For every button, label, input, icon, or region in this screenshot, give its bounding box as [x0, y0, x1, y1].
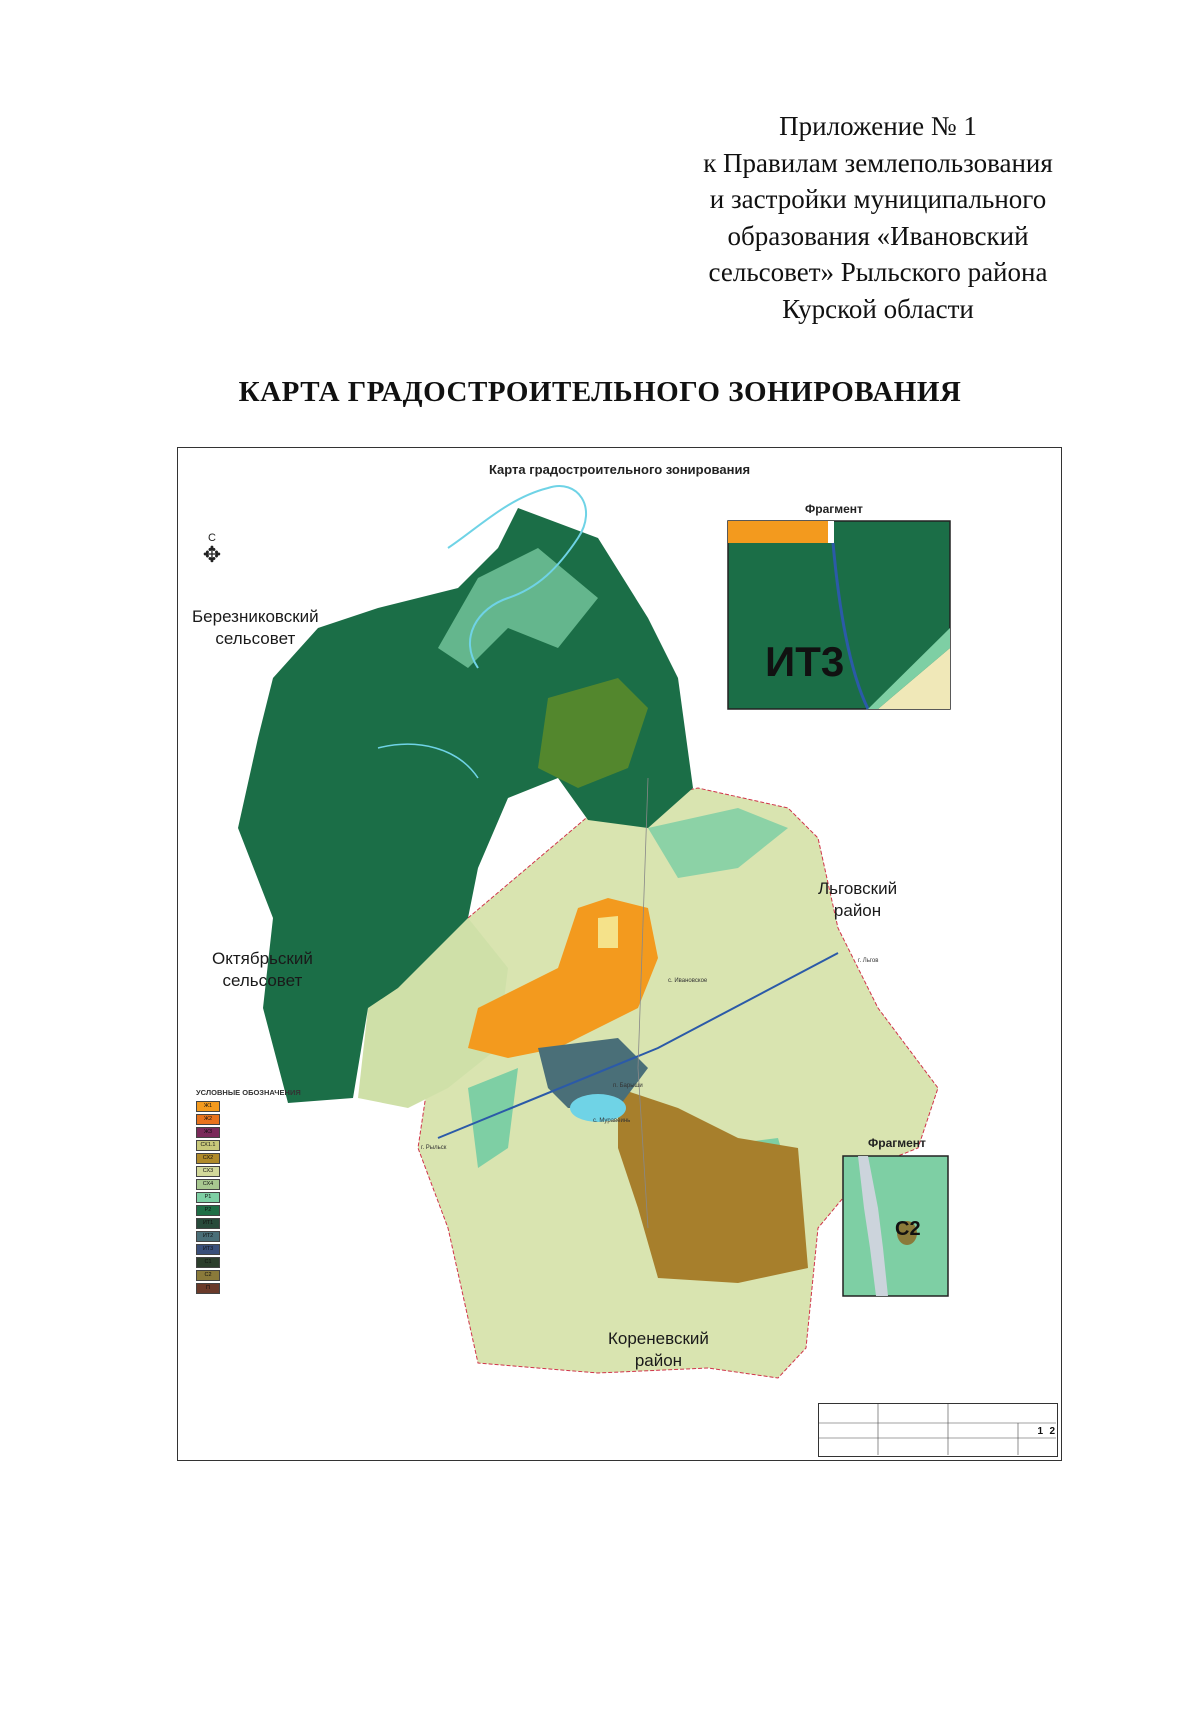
neighbor-name: Октябрьский	[212, 949, 313, 968]
sheet-number: 1	[1037, 1426, 1043, 1437]
legend-swatch: СХ3	[196, 1166, 220, 1177]
legend-swatch: С2	[196, 1270, 220, 1281]
legend-swatch: ИТ1	[196, 1218, 220, 1229]
compass-rose	[197, 532, 227, 566]
legend-row	[196, 1217, 336, 1230]
north-label: С	[208, 532, 216, 544]
legend-swatch: П	[196, 1283, 220, 1294]
neighbor-type: район	[833, 901, 882, 920]
legend-swatch: ИТ2	[196, 1231, 220, 1242]
legend-swatch: Ж1	[196, 1101, 220, 1112]
settlement-label: с. Ивановское	[668, 978, 708, 984]
fragment-2-label: Фрагмент	[868, 1136, 926, 1150]
legend-row	[196, 1139, 336, 1152]
sheet-count: 2	[1049, 1426, 1055, 1437]
legend-row	[196, 1256, 336, 1269]
appendix-line: Курской области	[782, 293, 974, 324]
settlement-label: п. Барыши	[613, 1083, 643, 1089]
legend-swatch: Ж3	[196, 1127, 220, 1138]
appendix-header	[678, 108, 1078, 327]
fragment-1-label: Фрагмент	[805, 502, 863, 516]
legend-row	[196, 1100, 336, 1113]
appendix-line: и застройки муниципального	[709, 184, 1047, 214]
neighbor-bereznikovsky	[192, 606, 319, 650]
zoning-map	[177, 447, 1062, 1461]
neighbor-name: Березниковский	[192, 607, 319, 626]
legend-swatch: ИТ3	[196, 1244, 220, 1255]
legend-row	[196, 1230, 336, 1243]
neighbor-lgovsky	[818, 878, 897, 922]
map-title: Карта градостроительного зонирования	[488, 462, 751, 477]
neighbor-type: район	[634, 1351, 683, 1370]
appendix-line: к Правилам землепользования	[703, 147, 1053, 178]
legend-row	[196, 1113, 336, 1126]
legend-swatch: Р2	[196, 1205, 220, 1216]
appendix-line: сельсовет» Рыльского района	[708, 257, 1048, 287]
neighbor-korenevsky	[608, 1328, 709, 1372]
legend-swatch: СХ2	[196, 1153, 220, 1164]
legend-row	[196, 1282, 336, 1295]
map-legend	[196, 1088, 336, 1295]
settlement-label: г. Льгов	[858, 958, 879, 964]
settlement-label: г. Рыльск	[421, 1145, 447, 1151]
legend-swatch: Р1	[196, 1192, 220, 1203]
legend-swatch: СХ4	[196, 1179, 220, 1190]
fragment-1-zone-code: ИТ3	[765, 638, 845, 685]
legend-swatch: СХ1.1	[196, 1140, 220, 1151]
title-block	[818, 1403, 1058, 1457]
legend-zones	[196, 1100, 336, 1295]
legend-row	[196, 1243, 336, 1256]
legend-row	[196, 1126, 336, 1139]
document-title: КАРТА ГРАДОСТРОИТЕЛЬНОГО ЗОНИРОВАНИЯ	[238, 376, 962, 408]
fragment-2-zone-code: С2	[895, 1218, 921, 1240]
compass-icon: ✥	[202, 542, 222, 567]
legend-title: УСЛОВНЫЕ ОБОЗНАЧЕНИЯ	[196, 1088, 301, 1097]
residential-area	[598, 916, 618, 948]
settlement-label: с. Муравеинь	[593, 1118, 631, 1124]
legend-swatch: Ж2	[196, 1114, 220, 1125]
neighbor-name: Кореневский	[608, 1329, 709, 1348]
legend-row	[196, 1178, 336, 1191]
neighbor-type: сельсовет	[215, 629, 296, 648]
neighbor-type: сельсовет	[222, 971, 303, 990]
neighbor-oktyabrsky	[212, 948, 313, 992]
legend-row	[196, 1204, 336, 1217]
legend-row	[196, 1269, 336, 1282]
appendix-line: Приложение № 1	[779, 111, 977, 141]
legend-row	[196, 1191, 336, 1204]
legend-row	[196, 1152, 336, 1165]
legend-swatch: С1	[196, 1257, 220, 1268]
legend-row	[196, 1165, 336, 1178]
neighbor-name: Льговский	[818, 879, 898, 898]
appendix-line: образования «Ивановский	[727, 220, 1029, 251]
